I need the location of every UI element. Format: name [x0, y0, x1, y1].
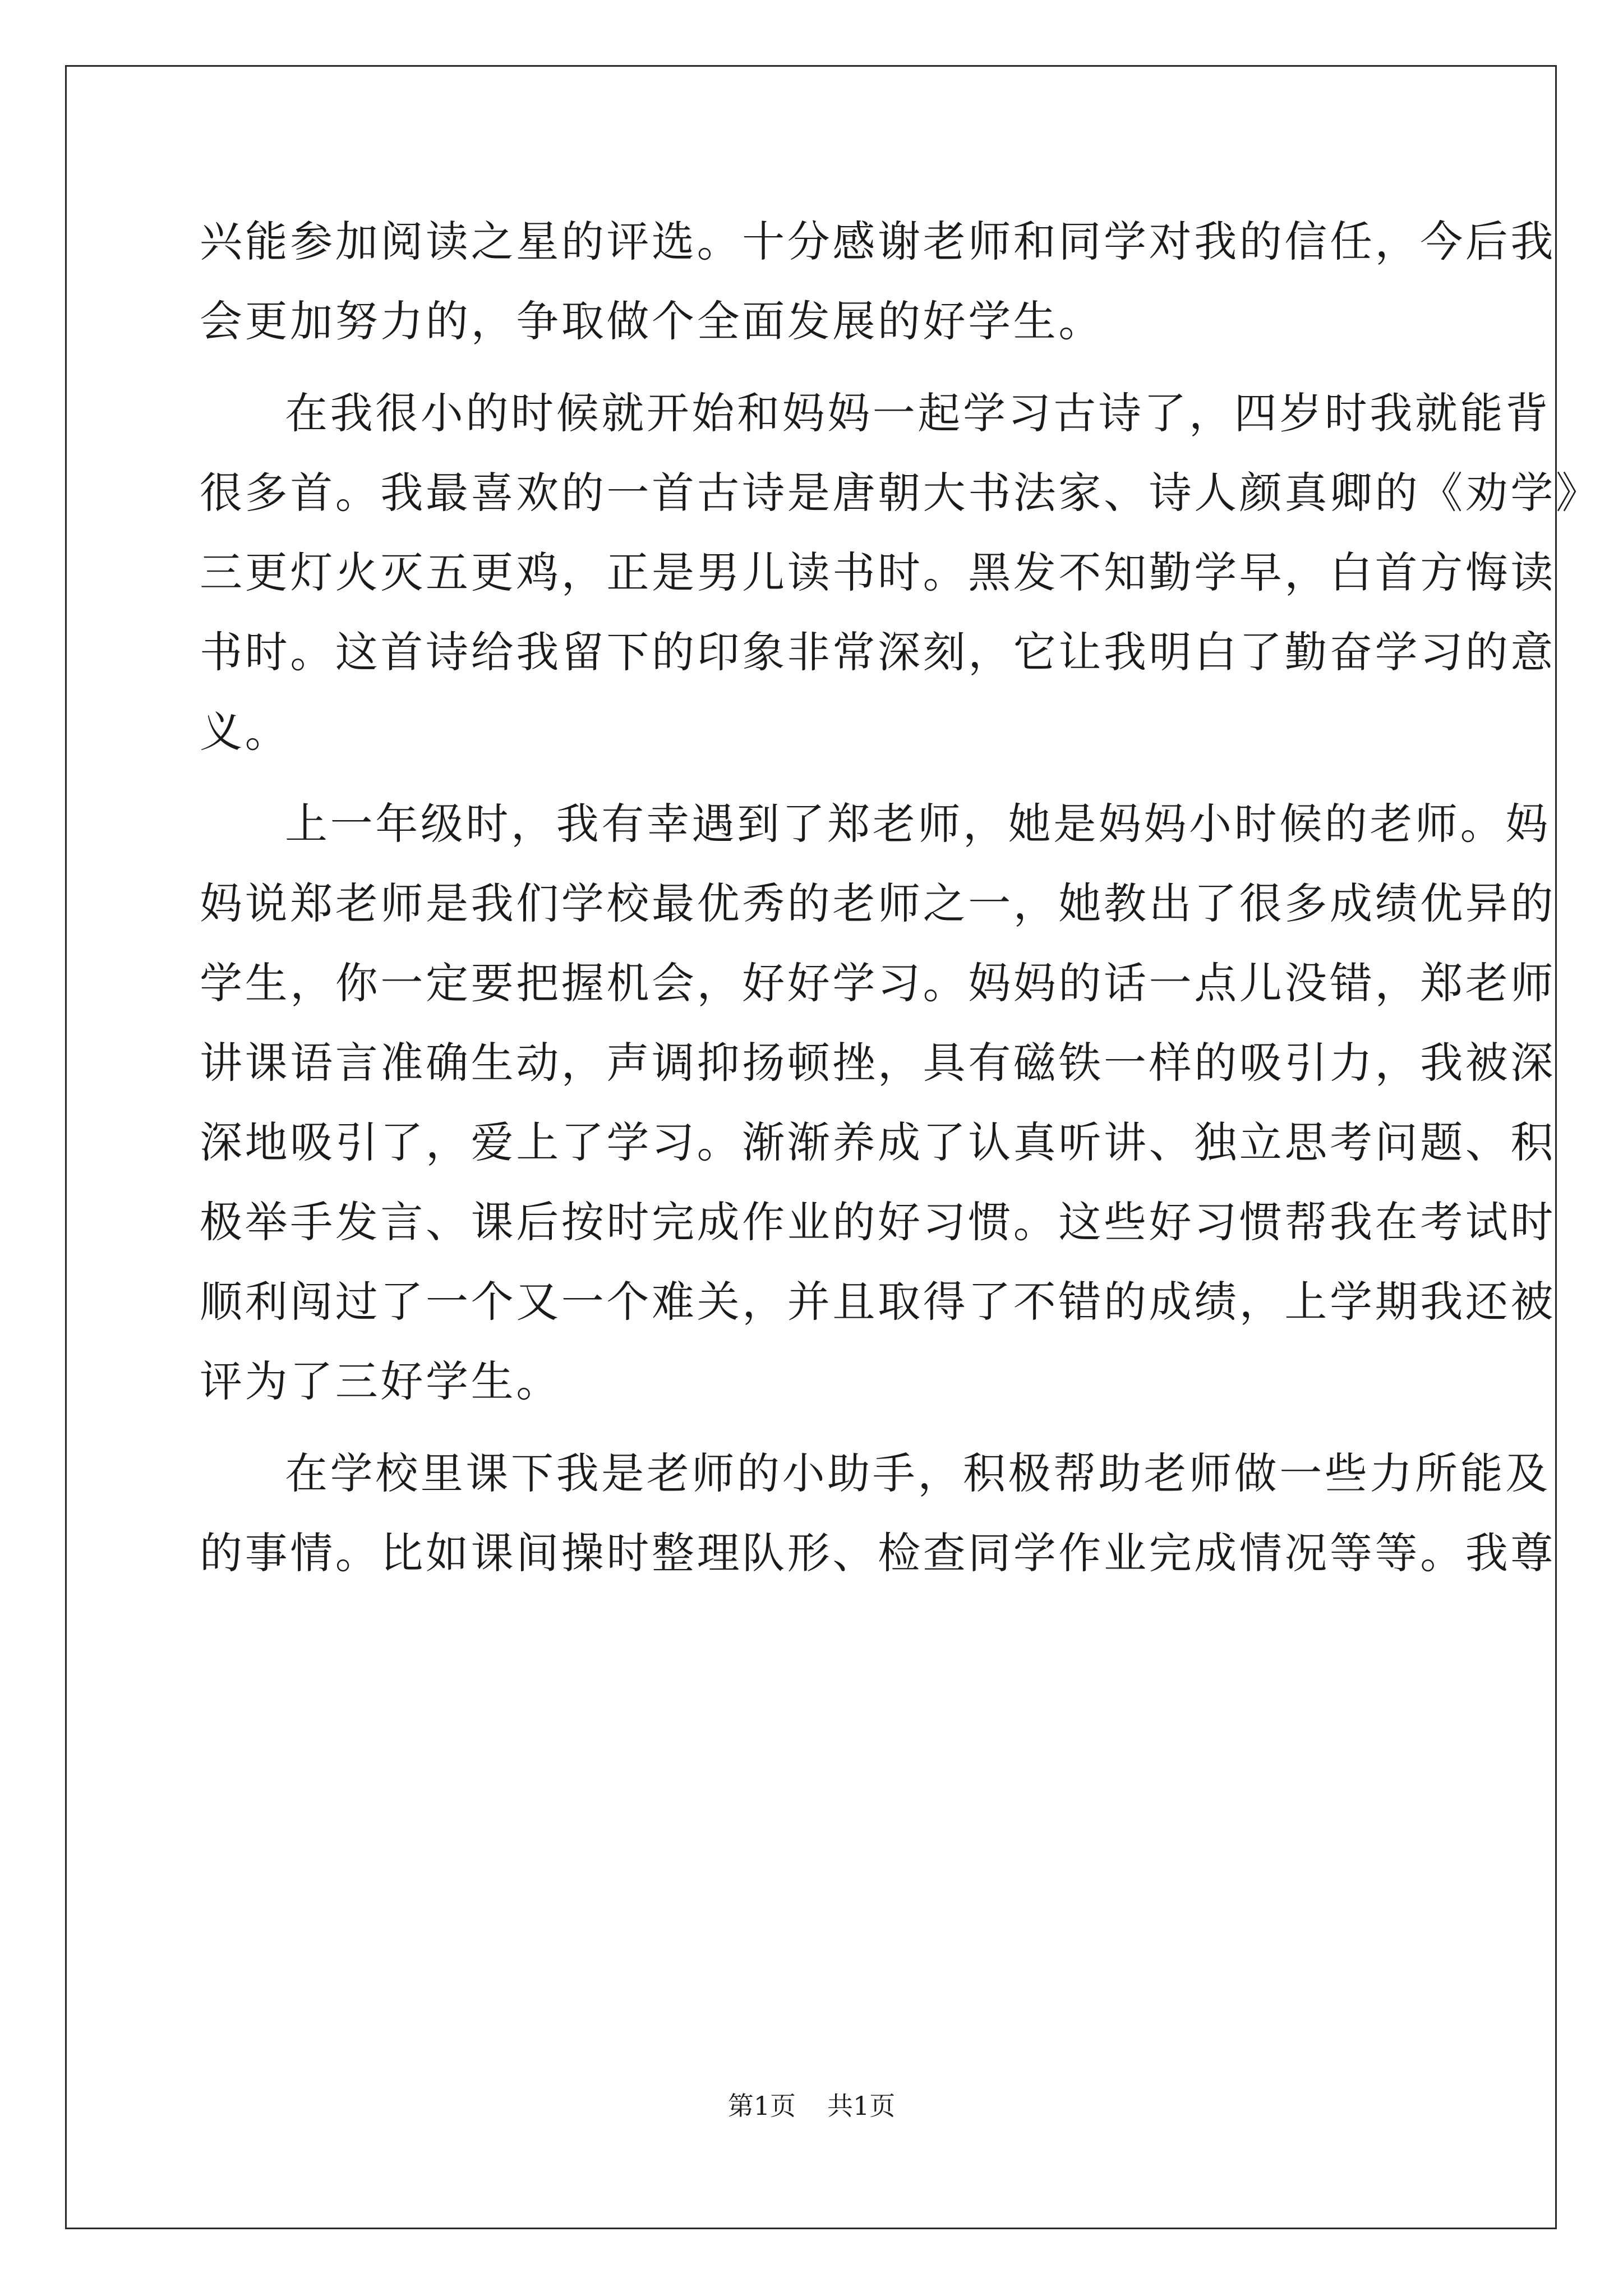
text-line: 很多首。我最喜欢的一首古诗是唐朝大书法家、诗人颜真卿的《劝学》 — [200, 468, 1601, 518]
text-line: 三更灯火灭五更鸡，正是男儿读书时。黑发不知勤学早，白首方悔读 — [200, 547, 1556, 597]
text-line: 会更加努力的，争取做个全面发展的好学生。 — [200, 296, 1104, 346]
text-line: 义。 — [200, 707, 291, 757]
text-line: 书时。这首诗给我留下的印象非常深刻，它让我明白了勤奋学习的意 — [200, 627, 1556, 677]
text-line: 讲课语言准确生动，声调抑扬顿挫，具有磁铁一样的吸引力，我被深 — [200, 1038, 1556, 1088]
text-line: 深地吸引了，爱上了学习。渐渐养成了认真听讲、独立思考问题、积 — [200, 1117, 1556, 1167]
text-line: 的事情。比如课间操时整理队形、检查同学作业完成情况等等。我尊 — [200, 1528, 1556, 1578]
text-line: 顺利闯过了一个又一个难关，并且取得了不错的成绩，上学期我还被 — [200, 1277, 1556, 1327]
paragraph-first-line: 在我很小的时候就开始和妈妈一起学习古诗了，四岁时我就能背 — [285, 388, 1551, 438]
paragraph-first-line: 上一年级时，我有幸遇到了郑老师，她是妈妈小时候的老师。妈 — [285, 799, 1551, 849]
page-number: 第1页 — [727, 2091, 796, 2121]
text-line: 兴能参加阅读之星的评选。十分感谢老师和同学对我的信任，今后我 — [200, 217, 1556, 266]
paragraph-first-line: 在学校里课下我是老师的小助手，积极帮助老师做一些力所能及 — [285, 1448, 1551, 1498]
document-body — [200, 202, 1601, 1593]
text-line: 评为了三好学生。 — [200, 1356, 561, 1406]
page-footer — [0, 2089, 1623, 2123]
text-line: 极举手发言、课后按时完成作业的好习惯。这些好习惯帮我在考试时 — [200, 1197, 1556, 1247]
text-line: 妈说郑老师是我们学校最优秀的老师之一，她教出了很多成绩优异的 — [200, 878, 1556, 928]
text-line: 学生，你一定要把握机会，好好学习。妈妈的话一点儿没错，郑老师 — [200, 958, 1556, 1008]
page-total: 共1页 — [827, 2091, 896, 2121]
